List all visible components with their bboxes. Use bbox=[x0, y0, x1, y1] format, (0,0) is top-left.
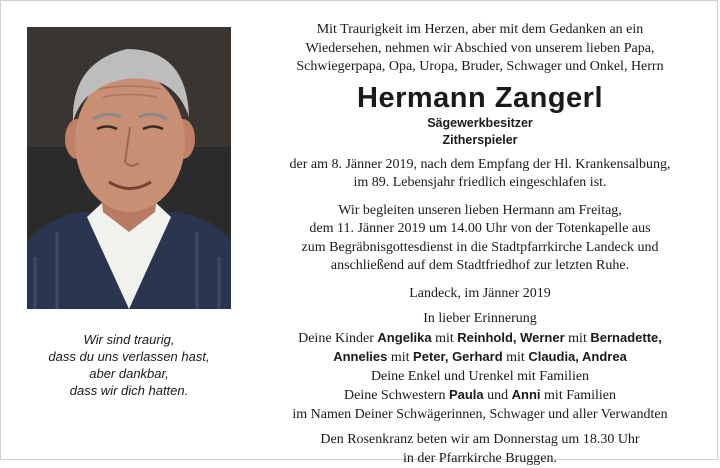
notice-text bbox=[253, 21, 707, 468]
family-text: mit bbox=[568, 331, 587, 346]
place-date: Landeck, im Jänner 2019 bbox=[253, 285, 707, 304]
portrait-photo bbox=[27, 27, 231, 309]
family-name: Anni bbox=[512, 387, 541, 402]
family-name: Angelika bbox=[377, 330, 431, 345]
death-line: im 89. Lebensjahr friedlich eingeschlafen ist. bbox=[253, 174, 707, 193]
occupation-title: Sägewerkbesitzer bbox=[253, 115, 707, 132]
family-text: mit bbox=[506, 350, 525, 365]
funeral-line: zum Begräbnisgottesdienst in die Stadtpfarrkirche Landeck und bbox=[253, 239, 707, 258]
verse-line: dass du uns verlassen hast, bbox=[27, 348, 231, 365]
family-text: Deine Kinder bbox=[298, 331, 374, 346]
family-line-schwestern bbox=[253, 386, 707, 406]
funeral-line: dem 11. Jänner 2019 um 14.00 Uhr von der Totenkapelle aus bbox=[253, 220, 707, 239]
family-name: Peter, Gerhard bbox=[413, 349, 503, 364]
funeral-line: Wir begleiten unseren lieben Hermann am Freitag, bbox=[253, 202, 707, 221]
intro-line: Schwiegerpapa, Opa, Uropa, Bruder, Schwager und Onkel, Herrn bbox=[253, 58, 707, 77]
occupation-title: Zitherspieler bbox=[253, 132, 707, 149]
family-name: Claudia, Andrea bbox=[528, 349, 626, 364]
family-line-annelies bbox=[253, 348, 707, 368]
memory-intro: In lieber Erinnerung bbox=[253, 310, 707, 329]
intro-line: Wiedersehen, nehmen wir Abschied von unserem lieben Papa, bbox=[253, 40, 707, 59]
family-name: Reinhold, Werner bbox=[457, 330, 564, 345]
family-name: Annelies bbox=[333, 349, 387, 364]
deceased-name: Hermann Zangerl bbox=[253, 81, 707, 115]
verse-line: aber dankbar, bbox=[27, 365, 231, 382]
family-line-verwandte: im Namen Deiner Schwägerinnen, Schwager und aller Verwandten bbox=[253, 406, 707, 425]
family-text: mit Familien bbox=[544, 388, 616, 403]
family-name: Paula bbox=[449, 387, 484, 402]
funeral-line: anschließend auf dem Stadtfriedhof zur letzten Ruhe. bbox=[253, 257, 707, 276]
verse bbox=[27, 331, 231, 399]
verse-line: dass wir dich hatten. bbox=[27, 382, 231, 399]
family-line-kinder bbox=[253, 329, 707, 349]
family-line-enkel: Deine Enkel und Urenkel mit Familien bbox=[253, 368, 707, 387]
rosary-line: in der Pfarrkirche Bruggen. bbox=[253, 450, 707, 468]
verse-line: Wir sind traurig, bbox=[27, 331, 231, 348]
family-name: Bernadette, bbox=[590, 330, 662, 345]
family-text: mit bbox=[435, 331, 454, 346]
death-line: der am 8. Jänner 2019, nach dem Empfang der Hl. Krankensalbung, bbox=[253, 156, 707, 175]
intro-line: Mit Traurigkeit im Herzen, aber mit dem Gedanken an ein bbox=[253, 21, 707, 40]
family-text: Deine Schwestern bbox=[344, 388, 445, 403]
rosary-line: Den Rosenkranz beten wir am Donnerstag um 18.30 Uhr bbox=[253, 431, 707, 450]
family-text: mit bbox=[391, 350, 410, 365]
family-text: und bbox=[487, 388, 508, 403]
